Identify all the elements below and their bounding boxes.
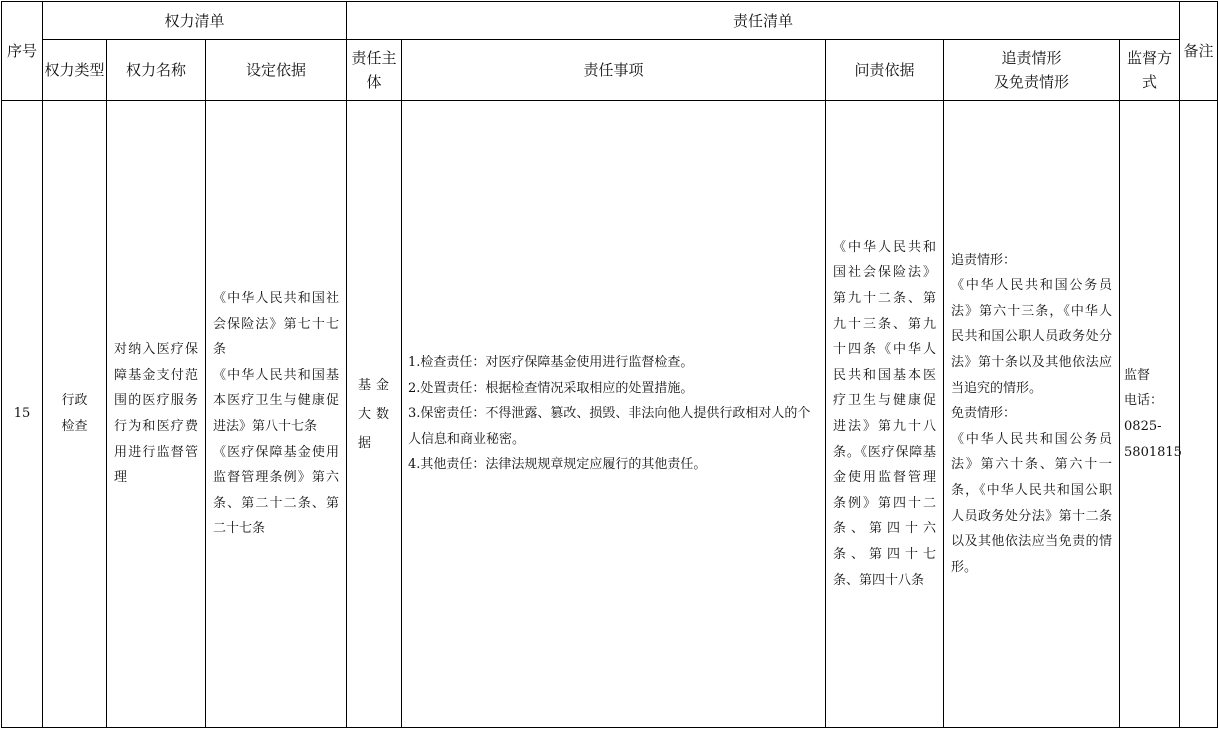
duty-item: 3.保密责任：不得泄露、篡改、损毁、非法向他人提供行政相对人的个人信息和商业秘密。 xyxy=(408,406,811,447)
header-seq: 序号 xyxy=(2,2,43,101)
row-pursuit-exemption: 追责情形： 《中华人民共和国公务员法》第六十三条，《中华人民共和国公职人员政务处分法》第十条以及其他依法应当追究的情形。 免责情形： 《中华人民共和国公务员法》第六十条、第六十一条，《中华人民共和国公职人员政务处分法》第十二条以及其他依法应当免责的情形。 xyxy=(944,101,1120,728)
header-responsibility-list: 责任清单 xyxy=(347,2,1180,40)
header-subject: 责任主体 xyxy=(347,40,402,101)
subject-text xyxy=(347,371,401,458)
row-remarks xyxy=(1180,101,1218,728)
subject-col-left: 基 大 据 xyxy=(358,377,372,451)
power-responsibility-table xyxy=(1,1,1218,728)
duty-item: 1.检查责任：对医疗保障基金使用进行监督检查。 xyxy=(408,355,694,371)
row-power-name: 对纳入医疗保障基金支付范围的医疗服务行为和医疗费用进行监督管理 xyxy=(107,101,206,728)
header-duties: 责任事项 xyxy=(402,40,826,101)
row-subject xyxy=(347,101,402,728)
header-remarks: 备注 xyxy=(1180,2,1218,101)
duty-item: 4.其他责任：法律法规规章规定应履行的其他责任。 xyxy=(408,457,707,473)
header-power-name: 权力名称 xyxy=(107,40,206,101)
header-power-list: 权力清单 xyxy=(43,2,347,40)
header-basis: 设定依据 xyxy=(206,40,347,101)
row-power-type: 行政 检查 xyxy=(43,101,107,728)
subject-col-right: 金 数 xyxy=(376,377,390,422)
duty-item: 2.处置责任：根据检查情况采取相应的处置措施。 xyxy=(408,380,694,396)
header-power-type: 权力类型 xyxy=(43,40,107,101)
header-pursuit-exemption: 追责情形 及免责情形 xyxy=(944,40,1120,101)
row-basis: 《中华人民共和国社会保险法》第七十七条 《中华人民共和国基本医疗卫生与健康促进法》第八十七条 《医疗保障基金使用监督管理条例》第六条、第二十二条、第二十七条 xyxy=(206,101,347,728)
row-seq: 15 xyxy=(2,101,43,728)
row-supervision: 监督 电话： 0825- 5801815 xyxy=(1120,101,1180,728)
row-duties xyxy=(402,101,826,728)
header-accountability-basis: 问责依据 xyxy=(826,40,944,101)
row-accountability-basis: 《中华人民共和国社会保险法》第九十二条、第九十三条、第九十四条《中华人民共和国基本医疗卫生与健康促进法》第九十八条。《医疗保障基金使用监督管理条例》第四十二条、第四十六条、第四十七条、第四十八条 xyxy=(826,101,944,728)
header-supervision: 监督方式 xyxy=(1120,40,1180,101)
